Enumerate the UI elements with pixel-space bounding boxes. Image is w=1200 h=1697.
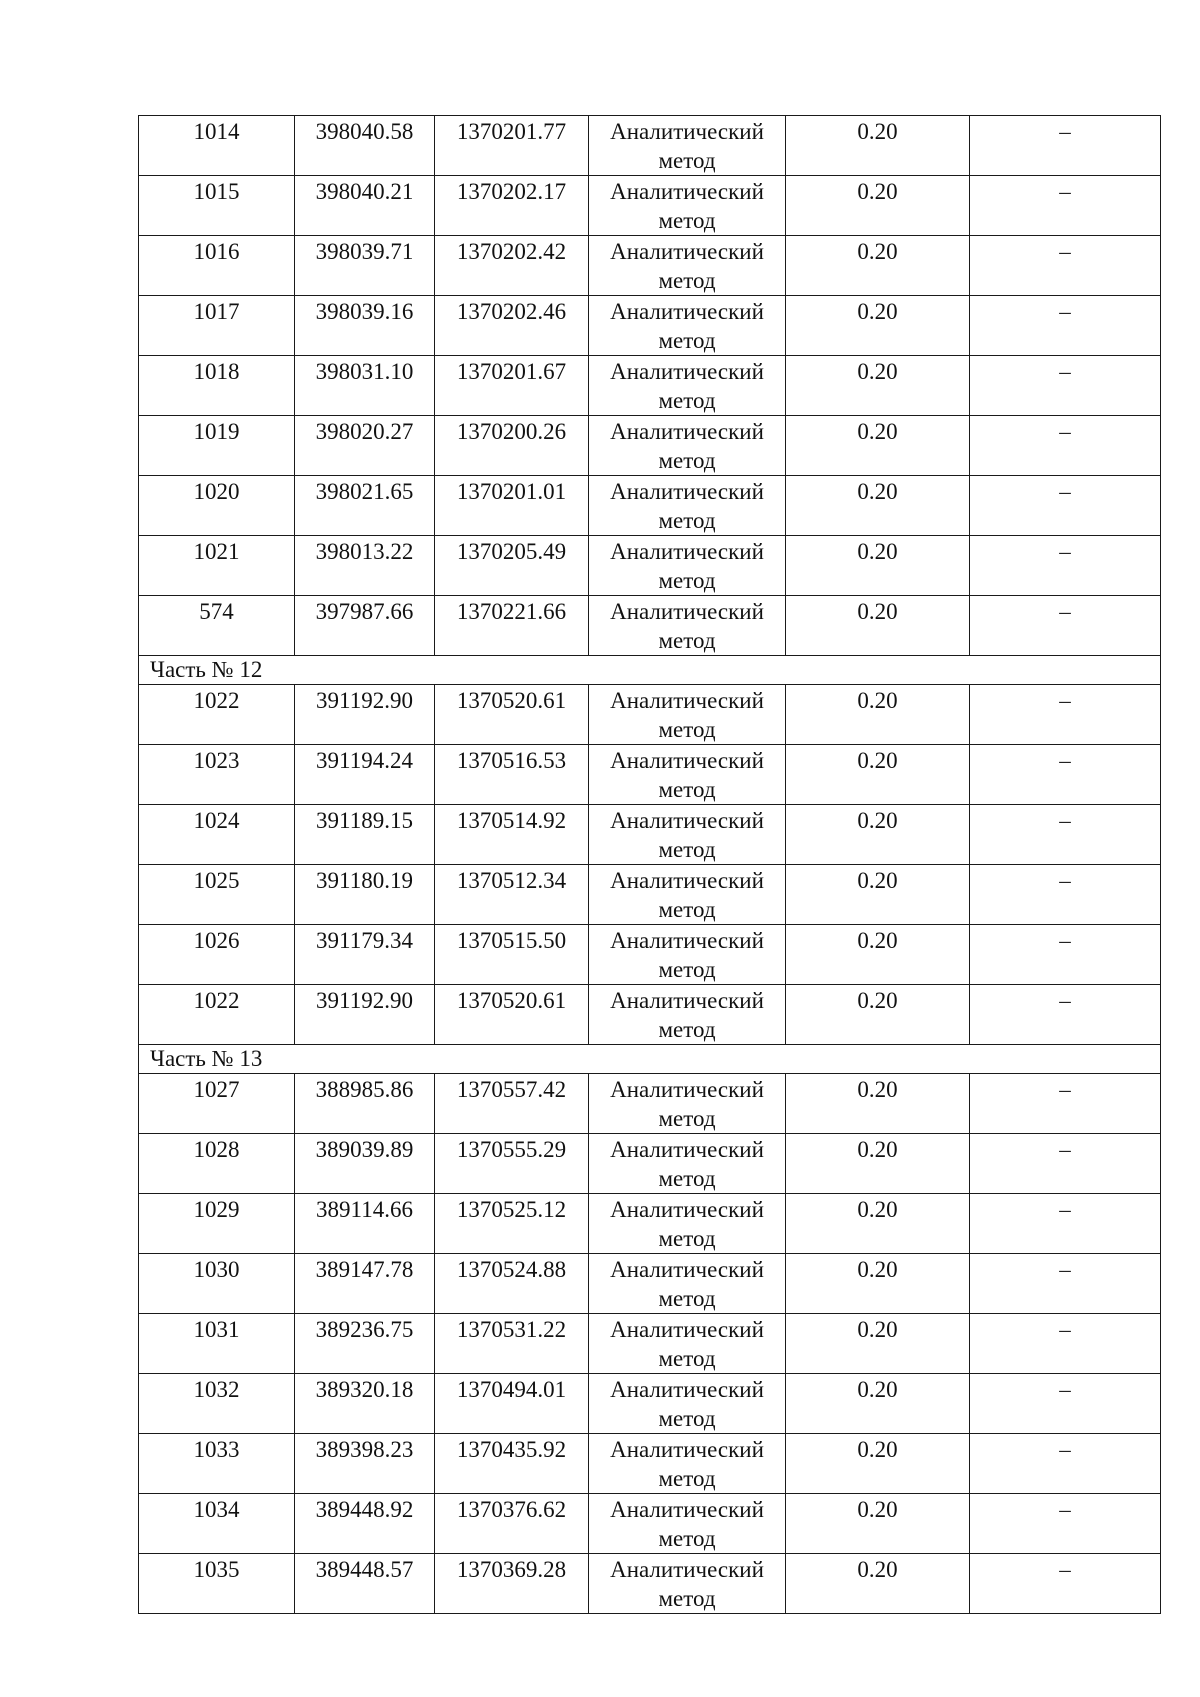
method-cell [589, 236, 786, 296]
note-cell: – [970, 296, 1161, 356]
method-line-2: метод [658, 1346, 716, 1371]
method-line-1: Аналитический [610, 1077, 764, 1102]
table-row [139, 1434, 1161, 1494]
section-header-row [139, 656, 1161, 685]
method-line-1: Аналитический [610, 1437, 764, 1462]
note-cell: – [970, 536, 1161, 596]
accuracy-cell: 0.20 [786, 1194, 970, 1254]
method-line-1: Аналитический [610, 1497, 764, 1522]
point-number-cell: 1016 [139, 236, 295, 296]
accuracy-cell: 0.20 [786, 236, 970, 296]
point-number-cell: 1028 [139, 1134, 295, 1194]
y-coordinate-cell: 1370221.66 [435, 596, 589, 656]
point-number-cell: 1018 [139, 356, 295, 416]
note-cell: – [970, 1254, 1161, 1314]
table-row [139, 1374, 1161, 1434]
method-line-2: метод [658, 837, 716, 862]
method-cell [589, 596, 786, 656]
method-cell [589, 416, 786, 476]
method-line-1: Аналитический [610, 1317, 764, 1342]
x-coordinate-cell: 388985.86 [295, 1074, 435, 1134]
x-coordinate-cell: 389398.23 [295, 1434, 435, 1494]
method-line-1: Аналитический [610, 419, 764, 444]
point-number-cell: 1035 [139, 1554, 295, 1614]
note-cell: – [970, 1494, 1161, 1554]
x-coordinate-cell: 389039.89 [295, 1134, 435, 1194]
method-cell [589, 356, 786, 416]
y-coordinate-cell: 1370200.26 [435, 416, 589, 476]
note-cell: – [970, 805, 1161, 865]
accuracy-cell: 0.20 [786, 805, 970, 865]
method-line-2: метод [658, 1106, 716, 1131]
accuracy-cell: 0.20 [786, 985, 970, 1045]
method-line-1: Аналитический [610, 299, 764, 324]
method-line-1: Аналитический [610, 479, 764, 504]
accuracy-cell: 0.20 [786, 356, 970, 416]
x-coordinate-cell: 398013.22 [295, 536, 435, 596]
method-cell [589, 1554, 786, 1614]
point-number-cell: 1024 [139, 805, 295, 865]
note-cell: – [970, 1194, 1161, 1254]
method-line-2: метод [658, 628, 716, 653]
method-cell [589, 536, 786, 596]
y-coordinate-cell: 1370369.28 [435, 1554, 589, 1614]
table-row [139, 476, 1161, 536]
table-row [139, 296, 1161, 356]
y-coordinate-cell: 1370512.34 [435, 865, 589, 925]
method-line-1: Аналитический [610, 1377, 764, 1402]
table-row [139, 745, 1161, 805]
x-coordinate-cell: 398020.27 [295, 416, 435, 476]
y-coordinate-cell: 1370494.01 [435, 1374, 589, 1434]
accuracy-cell: 0.20 [786, 416, 970, 476]
x-coordinate-cell: 398040.21 [295, 176, 435, 236]
accuracy-cell: 0.20 [786, 1374, 970, 1434]
note-cell: – [970, 1554, 1161, 1614]
point-number-cell: 1017 [139, 296, 295, 356]
note-cell: – [970, 416, 1161, 476]
method-cell [589, 925, 786, 985]
point-number-cell: 574 [139, 596, 295, 656]
x-coordinate-cell: 391179.34 [295, 925, 435, 985]
method-line-1: Аналитический [610, 928, 764, 953]
table-body [139, 116, 1161, 1614]
method-line-2: метод [658, 508, 716, 533]
point-number-cell: 1026 [139, 925, 295, 985]
x-coordinate-cell: 389448.92 [295, 1494, 435, 1554]
x-coordinate-cell: 389320.18 [295, 1374, 435, 1434]
note-cell: – [970, 925, 1161, 985]
y-coordinate-cell: 1370520.61 [435, 685, 589, 745]
method-cell [589, 685, 786, 745]
method-cell [589, 1194, 786, 1254]
accuracy-cell: 0.20 [786, 476, 970, 536]
point-number-cell: 1034 [139, 1494, 295, 1554]
section-title: Часть № 13 [139, 1045, 1161, 1074]
method-line-2: метод [658, 1526, 716, 1551]
accuracy-cell: 0.20 [786, 116, 970, 176]
accuracy-cell: 0.20 [786, 1134, 970, 1194]
point-number-cell: 1015 [139, 176, 295, 236]
table-row [139, 1554, 1161, 1614]
accuracy-cell: 0.20 [786, 865, 970, 925]
method-line-2: метод [658, 1406, 716, 1431]
method-line-1: Аналитический [610, 359, 764, 384]
x-coordinate-cell: 398031.10 [295, 356, 435, 416]
note-cell: – [970, 596, 1161, 656]
y-coordinate-cell: 1370202.46 [435, 296, 589, 356]
method-cell [589, 1254, 786, 1314]
table-row [139, 416, 1161, 476]
accuracy-cell: 0.20 [786, 296, 970, 356]
point-number-cell: 1023 [139, 745, 295, 805]
table-row [139, 925, 1161, 985]
y-coordinate-cell: 1370376.62 [435, 1494, 589, 1554]
method-cell [589, 985, 786, 1045]
method-line-1: Аналитический [610, 688, 764, 713]
y-coordinate-cell: 1370557.42 [435, 1074, 589, 1134]
note-cell: – [970, 176, 1161, 236]
note-cell: – [970, 985, 1161, 1045]
method-cell [589, 476, 786, 536]
method-cell [589, 1074, 786, 1134]
note-cell: – [970, 745, 1161, 805]
method-line-2: метод [658, 777, 716, 802]
point-number-cell: 1020 [139, 476, 295, 536]
x-coordinate-cell: 398039.71 [295, 236, 435, 296]
note-cell: – [970, 1374, 1161, 1434]
method-line-2: метод [658, 328, 716, 353]
method-line-2: метод [658, 957, 716, 982]
method-line-1: Аналитический [610, 988, 764, 1013]
accuracy-cell: 0.20 [786, 925, 970, 985]
accuracy-cell: 0.20 [786, 1434, 970, 1494]
note-cell: – [970, 1314, 1161, 1374]
method-line-1: Аналитический [610, 1257, 764, 1282]
accuracy-cell: 0.20 [786, 745, 970, 805]
note-cell: – [970, 865, 1161, 925]
point-number-cell: 1031 [139, 1314, 295, 1374]
method-line-1: Аналитический [610, 868, 764, 893]
point-number-cell: 1021 [139, 536, 295, 596]
x-coordinate-cell: 389448.57 [295, 1554, 435, 1614]
accuracy-cell: 0.20 [786, 536, 970, 596]
point-number-cell: 1033 [139, 1434, 295, 1494]
x-coordinate-cell: 391192.90 [295, 685, 435, 745]
point-number-cell: 1032 [139, 1374, 295, 1434]
method-line-1: Аналитический [610, 599, 764, 624]
accuracy-cell: 0.20 [786, 685, 970, 745]
table-row [139, 865, 1161, 925]
method-line-2: метод [658, 208, 716, 233]
table-row [139, 1134, 1161, 1194]
method-line-2: метод [658, 1226, 716, 1251]
method-line-2: метод [658, 717, 716, 742]
table-row [139, 1494, 1161, 1554]
table-row [139, 985, 1161, 1045]
x-coordinate-cell: 391180.19 [295, 865, 435, 925]
method-cell [589, 865, 786, 925]
y-coordinate-cell: 1370201.67 [435, 356, 589, 416]
y-coordinate-cell: 1370515.50 [435, 925, 589, 985]
section-header-row [139, 1045, 1161, 1074]
y-coordinate-cell: 1370514.92 [435, 805, 589, 865]
method-cell [589, 1314, 786, 1374]
table-row [139, 116, 1161, 176]
point-number-cell: 1027 [139, 1074, 295, 1134]
method-line-1: Аналитический [610, 119, 764, 144]
table-row [139, 685, 1161, 745]
method-line-2: метод [658, 388, 716, 413]
table-row [139, 596, 1161, 656]
method-line-2: метод [658, 1017, 716, 1042]
x-coordinate-cell: 391192.90 [295, 985, 435, 1045]
coordinates-table [138, 115, 1161, 1614]
x-coordinate-cell: 391189.15 [295, 805, 435, 865]
point-number-cell: 1022 [139, 685, 295, 745]
method-line-2: метод [658, 1286, 716, 1311]
note-cell: – [970, 476, 1161, 536]
y-coordinate-cell: 1370555.29 [435, 1134, 589, 1194]
table-row [139, 1254, 1161, 1314]
accuracy-cell: 0.20 [786, 176, 970, 236]
accuracy-cell: 0.20 [786, 1554, 970, 1614]
method-line-1: Аналитический [610, 239, 764, 264]
point-number-cell: 1029 [139, 1194, 295, 1254]
method-line-2: метод [658, 897, 716, 922]
accuracy-cell: 0.20 [786, 1074, 970, 1134]
y-coordinate-cell: 1370524.88 [435, 1254, 589, 1314]
note-cell: – [970, 1434, 1161, 1494]
method-cell [589, 176, 786, 236]
y-coordinate-cell: 1370520.61 [435, 985, 589, 1045]
table-row [139, 1074, 1161, 1134]
method-line-1: Аналитический [610, 539, 764, 564]
method-line-2: метод [658, 148, 716, 173]
accuracy-cell: 0.20 [786, 1494, 970, 1554]
y-coordinate-cell: 1370201.77 [435, 116, 589, 176]
x-coordinate-cell: 397987.66 [295, 596, 435, 656]
x-coordinate-cell: 389236.75 [295, 1314, 435, 1374]
note-cell: – [970, 1074, 1161, 1134]
method-line-2: метод [658, 1586, 716, 1611]
x-coordinate-cell: 398021.65 [295, 476, 435, 536]
section-title: Часть № 12 [139, 656, 1161, 685]
accuracy-cell: 0.20 [786, 596, 970, 656]
note-cell: – [970, 1134, 1161, 1194]
table-row [139, 176, 1161, 236]
x-coordinate-cell: 389114.66 [295, 1194, 435, 1254]
table-row [139, 1314, 1161, 1374]
table-row [139, 356, 1161, 416]
method-line-2: метод [658, 268, 716, 293]
method-cell [589, 1374, 786, 1434]
y-coordinate-cell: 1370516.53 [435, 745, 589, 805]
method-cell [589, 1434, 786, 1494]
accuracy-cell: 0.20 [786, 1254, 970, 1314]
method-line-1: Аналитический [610, 179, 764, 204]
table-row [139, 236, 1161, 296]
method-line-2: метод [658, 568, 716, 593]
point-number-cell: 1022 [139, 985, 295, 1045]
table-row [139, 1194, 1161, 1254]
x-coordinate-cell: 391194.24 [295, 745, 435, 805]
method-cell [589, 116, 786, 176]
point-number-cell: 1025 [139, 865, 295, 925]
point-number-cell: 1019 [139, 416, 295, 476]
table-row [139, 805, 1161, 865]
method-line-2: метод [658, 1466, 716, 1491]
accuracy-cell: 0.20 [786, 1314, 970, 1374]
y-coordinate-cell: 1370435.92 [435, 1434, 589, 1494]
point-number-cell: 1030 [139, 1254, 295, 1314]
point-number-cell: 1014 [139, 116, 295, 176]
y-coordinate-cell: 1370202.17 [435, 176, 589, 236]
note-cell: – [970, 356, 1161, 416]
x-coordinate-cell: 389147.78 [295, 1254, 435, 1314]
y-coordinate-cell: 1370531.22 [435, 1314, 589, 1374]
method-cell [589, 1494, 786, 1554]
method-line-2: метод [658, 448, 716, 473]
method-cell [589, 805, 786, 865]
method-cell [589, 296, 786, 356]
method-line-1: Аналитический [610, 808, 764, 833]
y-coordinate-cell: 1370202.42 [435, 236, 589, 296]
table-row [139, 536, 1161, 596]
y-coordinate-cell: 1370201.01 [435, 476, 589, 536]
method-line-1: Аналитический [610, 1197, 764, 1222]
y-coordinate-cell: 1370205.49 [435, 536, 589, 596]
method-line-1: Аналитический [610, 1557, 764, 1582]
note-cell: – [970, 685, 1161, 745]
method-line-2: метод [658, 1166, 716, 1191]
method-line-1: Аналитический [610, 748, 764, 773]
method-cell [589, 745, 786, 805]
x-coordinate-cell: 398040.58 [295, 116, 435, 176]
y-coordinate-cell: 1370525.12 [435, 1194, 589, 1254]
note-cell: – [970, 236, 1161, 296]
note-cell: – [970, 116, 1161, 176]
method-line-1: Аналитический [610, 1137, 764, 1162]
method-cell [589, 1134, 786, 1194]
x-coordinate-cell: 398039.16 [295, 296, 435, 356]
